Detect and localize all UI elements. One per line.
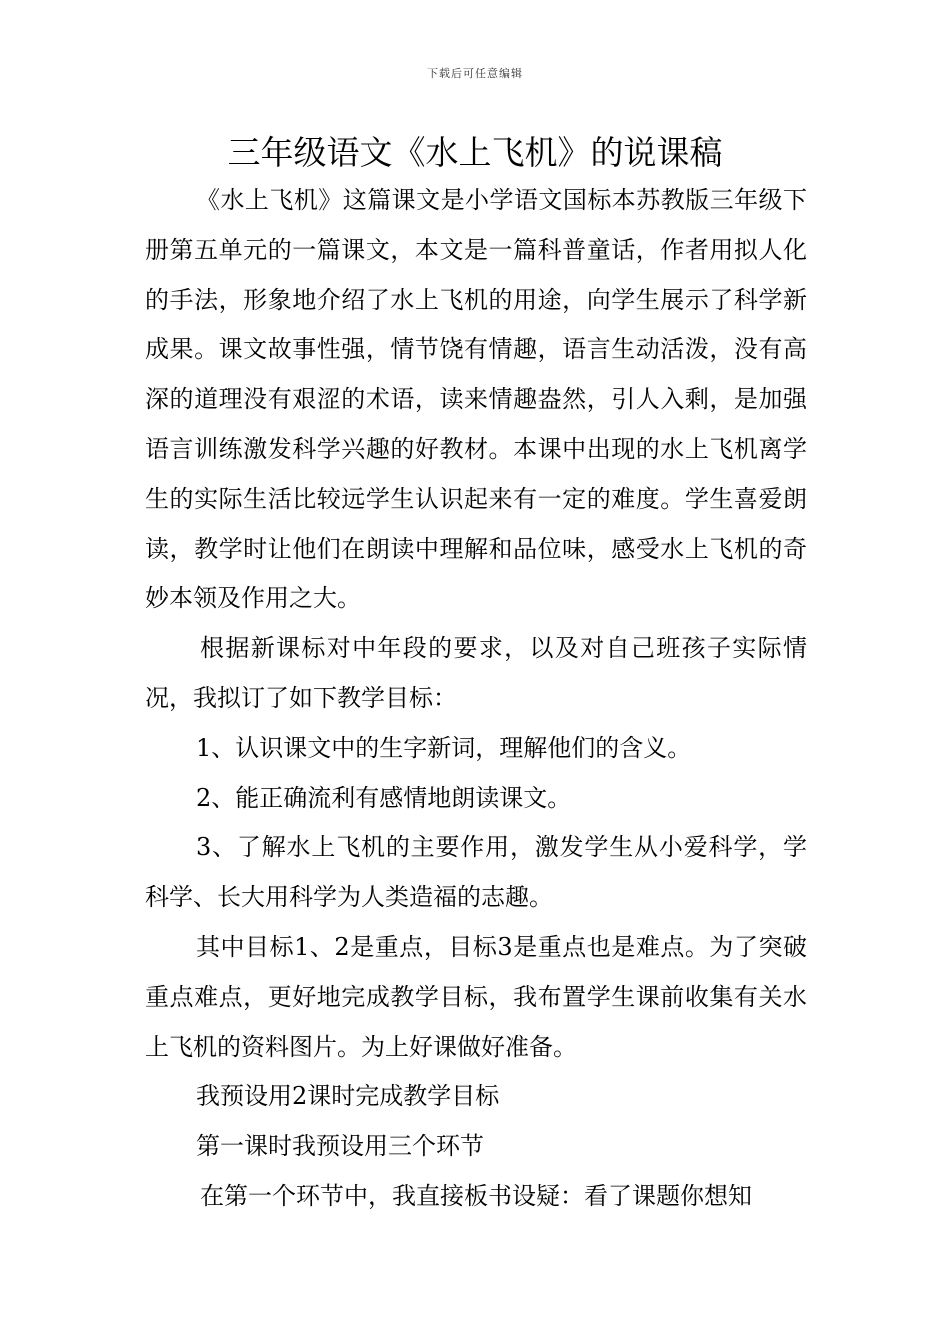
document-title: 三年级语文《水上飞机》的说课稿 [227,133,723,172]
paragraph-goals-intro: 根据新课标对中年段的要求，以及对自己班孩子实际情况，我拟订了如下教学目标： [145,634,807,712]
paragraph-first-step: 在第一个环节中，我直接板书设疑：看了课题你想知 [200,1181,752,1210]
paragraph-first-lesson: 第一课时我预设用三个环节 [196,1132,484,1161]
paragraph-intro: 《水上飞机》这篇课文是小学语文国标本苏教版三年级下册第五单元的一篇课文，本文是一篇科普童话，作者用拟人化的手法，形象地介绍了水上飞机的用途，向学生展示了科学新成果。课文故事性强，情节饶有情趣，语言生动活泼，没有高深的道理没有艰涩的术语，读来情趣盎然，引人入剩，是加强语言训练激发科学兴趣的好教材。本课中出现的水上飞机离学生的实际生活比较远学生认识起来有一定的难度。学生喜爱朗读，教学时让他们在朗读中理解和品位味，感受水上飞机的奇妙本领及作用之大。 [145,186,807,613]
paragraph-goal-2: 2、能正确流利有感情地朗读课文。 [196,783,572,812]
paragraph-key-points: 其中目标1、2是重点，目标3是重点也是难点。为了突破重点难点，更好地完成教学目标，我布置学生课前收集有关水上飞机的资料图片。为上好课做好准备。 [145,932,807,1061]
paragraph-goal-3: 3、了解水上飞机的主要作用，激发学生从小爱科学，学科学、长大用科学为人类造福的志趣。 [145,833,807,912]
paragraph-lesson-plan: 我预设用2课时完成教学目标 [196,1082,500,1111]
download-note: 下载后可任意编辑 [427,67,523,80]
document-body [145,176,807,1222]
paragraph-goal-1: 1、认识课文中的生字新词，理解他们的含义。 [196,733,692,762]
